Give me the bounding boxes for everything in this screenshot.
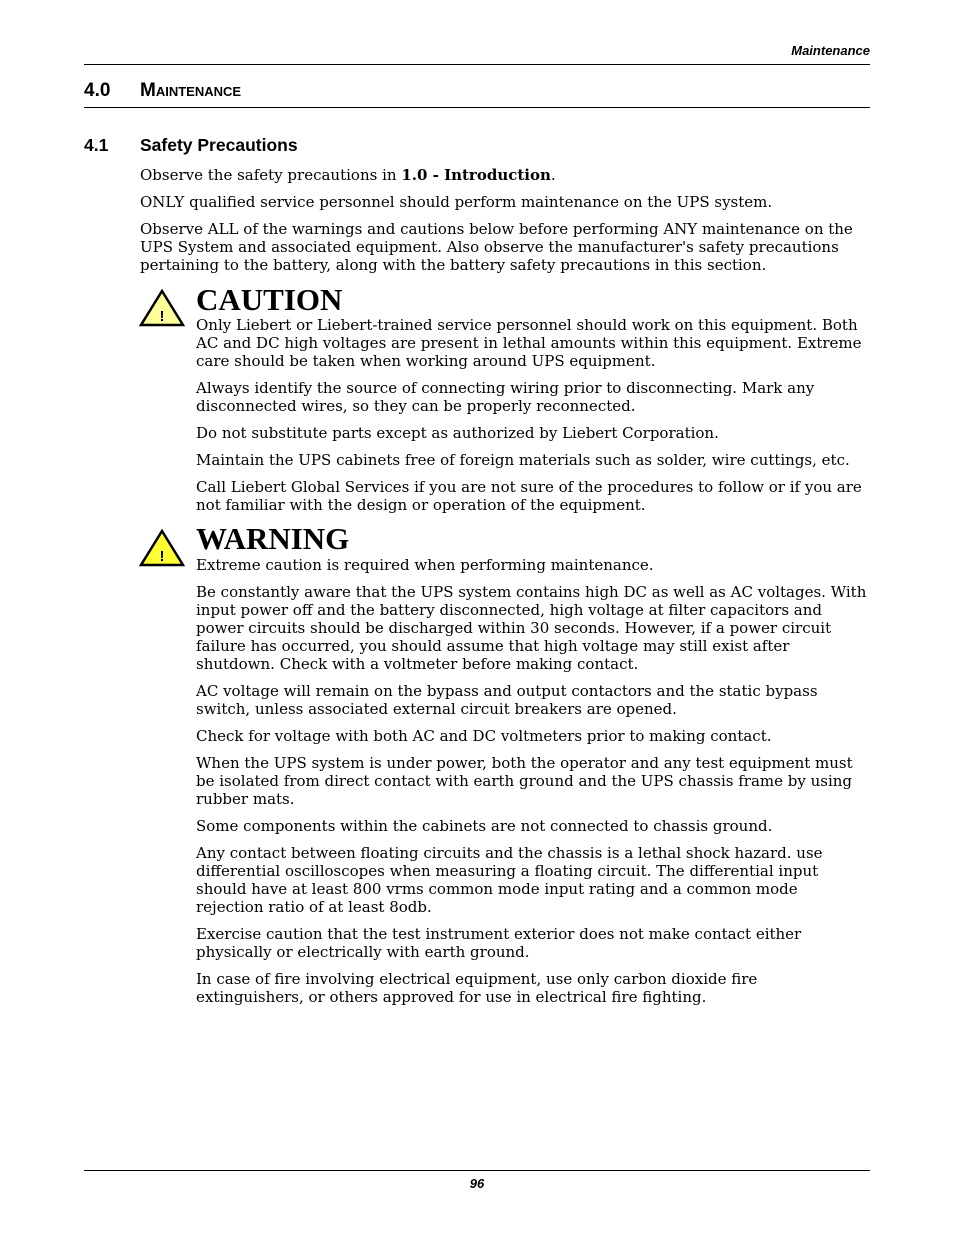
- warning-body: [196, 556, 868, 1006]
- intro-text-fragment: Observe the safety precautions in: [140, 166, 402, 184]
- warning-paragraph: Extreme caution is required when performing maintenance.: [196, 556, 654, 574]
- section-title: [84, 134, 298, 156]
- intro-text-fragment: .: [550, 166, 556, 184]
- intro-paragraph: Observe ALL of the warnings and cautions below before performing ANY maintenance on the UPS System and associated equipment. Also observe the manufacturer's safety precautions pertaining to the battery, along with the battery safety precautions in this section.: [140, 220, 853, 274]
- caution-paragraph: Always identify the source of connecting wiring prior to disconnecting. Mark any disconnected wires, so they can be properly reconnected.: [196, 379, 815, 415]
- warning-paragraph: When the UPS system is under power, both the operator and any test equipment must be isolated from direct contact with earth ground and the UPS chassis frame by using rubber mats.: [196, 754, 853, 808]
- warning-paragraph: Check for voltage with both AC and DC voltmeters prior to making contact.: [196, 727, 772, 745]
- warning-triangle-icon: [139, 528, 185, 568]
- warning-paragraph: Be constantly aware that the UPS system contains high DC as well as AC voltages. With input power off and the battery disconnected, high voltage at filter capacitors and power circuits should be discharged within 30 seconds. However, if a power circuit failure has occurred, you should assume that high voltage may still exist after shutdown. Check with a voltmeter before making contact.: [196, 583, 867, 673]
- caution-exclamation-mark: !: [159, 308, 165, 325]
- caution-paragraph: Only Liebert or Liebert-trained service personnel should work on this equipment. Both AC and DC high voltages are present in lethal amounts within this equipment. Extreme care should be taken when working around UPS equipment.: [196, 316, 862, 370]
- running-header: Maintenance: [791, 43, 870, 58]
- section-number: 4.1: [84, 135, 109, 155]
- chapter-title: [84, 79, 241, 103]
- page-number: 96: [469, 1176, 485, 1191]
- intro-paragraph: [140, 166, 870, 184]
- warning-heading: WARNING: [196, 521, 350, 556]
- warning-paragraph: Some components within the cabinets are not connected to chassis ground.: [196, 817, 773, 835]
- caution-paragraph: Call Liebert Global Services if you are not sure of the procedures to follow or if you are not familiar with the design or operation of the equipment.: [196, 478, 862, 514]
- footer-rule: [84, 1170, 870, 1171]
- caution-paragraph: Do not substitute parts except as authorized by Liebert Corporation.: [196, 424, 719, 442]
- warning-paragraph: In case of fire involving electrical equipment, use only carbon dioxide fire extinguishers, or others approved for use in electrical fire fighting.: [196, 970, 758, 1006]
- caution-warning-triangle-icon: [139, 288, 185, 328]
- caution-heading: CAUTION: [196, 282, 343, 317]
- header-rule: [84, 64, 870, 65]
- warning-exclamation-mark: !: [159, 548, 165, 565]
- chapter-rule: [84, 107, 870, 108]
- chapter-title-text: Maintenance: [140, 80, 242, 101]
- section-title-text: Safety Precautions: [140, 135, 298, 155]
- caution-body: [196, 316, 868, 514]
- caution-paragraph: Maintain the UPS cabinets free of foreign materials such as solder, wire cuttings, etc.: [196, 451, 850, 469]
- intro-text: [140, 166, 870, 274]
- warning-paragraph: AC voltage will remain on the bypass and output contactors and the static bypass switch, unless associated external circuit breakers are opened.: [196, 682, 818, 718]
- warning-paragraph: Exercise caution that the test instrument exterior does not make contact either physically or electrically with earth ground.: [196, 925, 802, 961]
- cross-reference: 1.0 - Introduction: [401, 166, 551, 184]
- chapter-number: 4.0: [84, 80, 111, 101]
- intro-paragraph: ONLY qualified service personnel should perform maintenance on the UPS system.: [140, 193, 773, 211]
- warning-paragraph: Any contact between floating circuits and the chassis is a lethal shock hazard. use differential oscilloscopes when measuring a floating circuit. The differential input should have at least 800 vrms common mode input rating and a common mode rejection ratio of at least 8odb.: [196, 844, 823, 916]
